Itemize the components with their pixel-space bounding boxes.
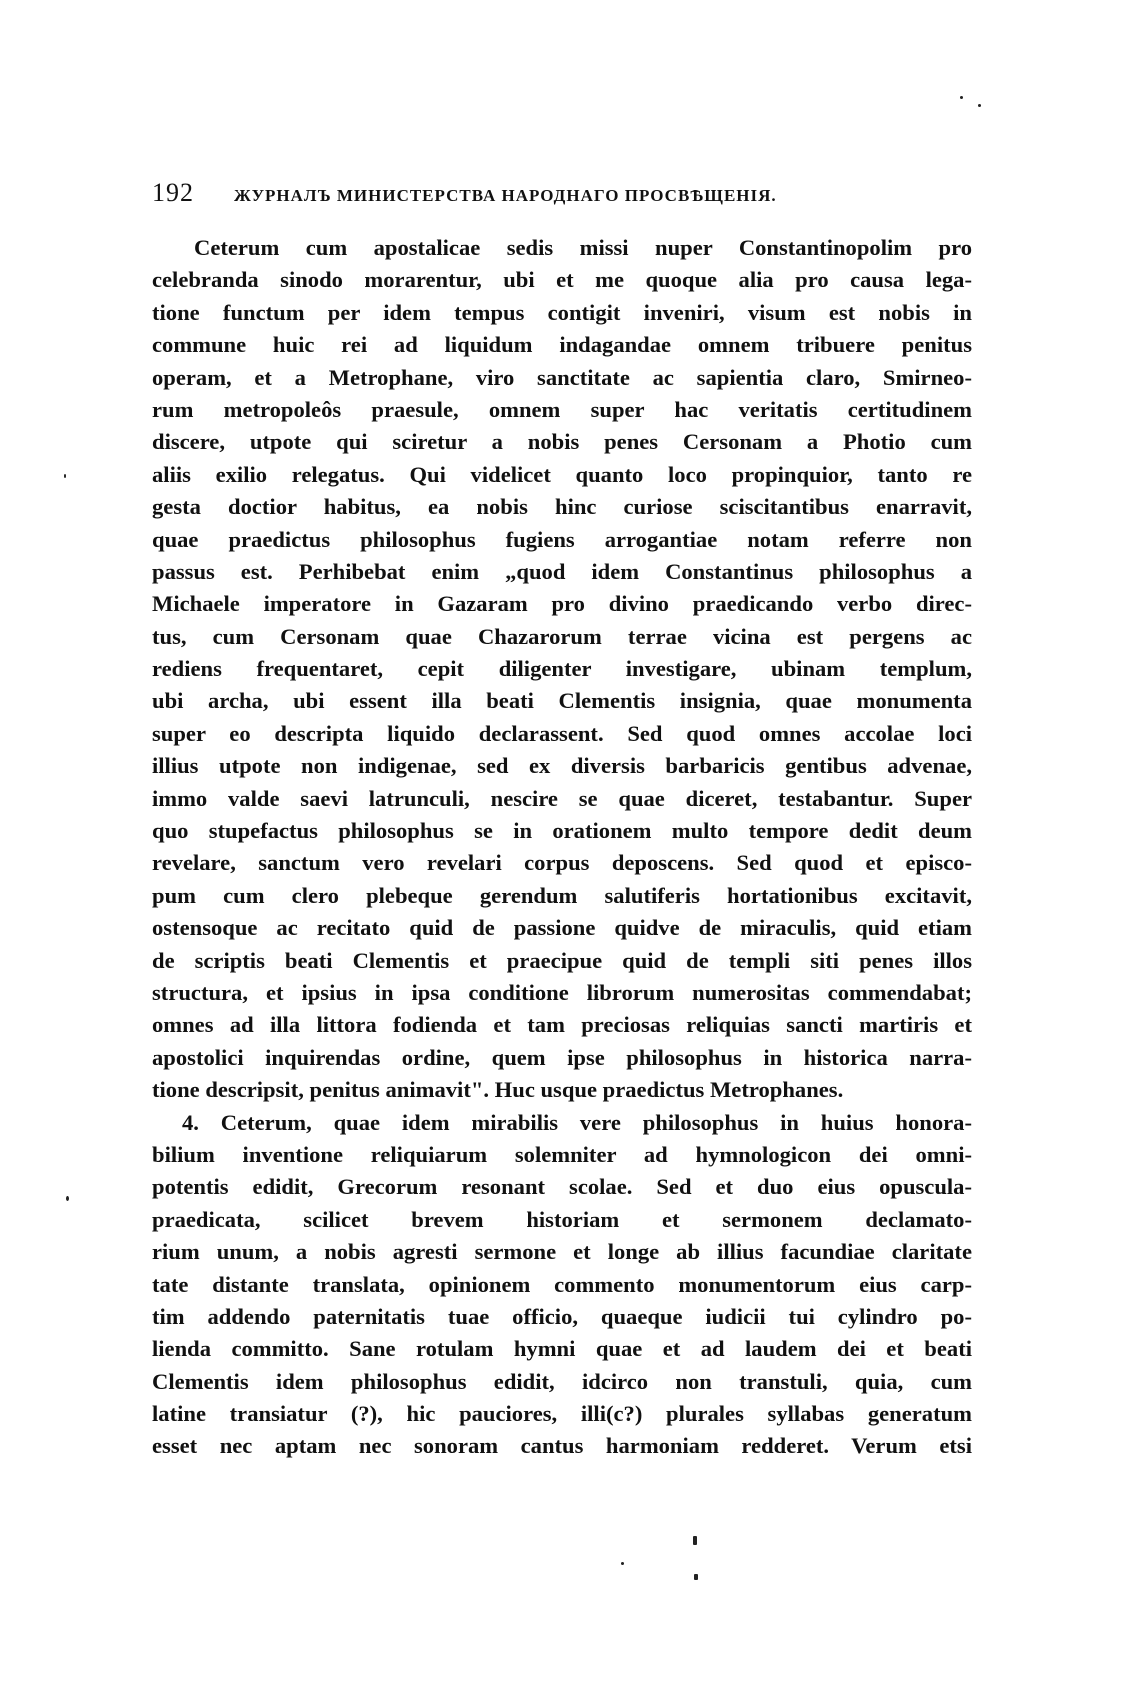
text-line: gesta doctior habitus, ea nobis hinc curiose sciscitantibus enarravit, <box>152 494 972 520</box>
text-line: tus, cum Cersonam quae Chazarorum terrae vicina est pergens ac <box>152 623 972 649</box>
text-line: Michaele imperatore in Gazaram pro divino praedicando verbo direc- <box>152 591 972 617</box>
text-line: aliis exilio relegatus. Qui videlicet quanto loco propinquior, tanto re <box>152 461 972 487</box>
text-line: de scriptis beati Clementis et praecipue quid de templi siti penes illos <box>152 947 972 973</box>
scan-speck <box>978 104 981 107</box>
text-line: structura, et ipsius in ipsa conditione librorum numerositas commendabat; <box>152 979 972 1005</box>
text-line: praedicata, scilicet brevem historiam et sermonem declamato- <box>152 1206 972 1232</box>
text-line: esset nec aptam nec sonoram cantus harmoniam redderet. Verum etsi <box>152 1433 972 1459</box>
text-line: super eo descripta liquido declarassent. Sed quod omnes accolae loci <box>152 720 972 746</box>
text-line: passus est. Perhibebat enim „quod idem Constantinus philosophus a <box>152 558 972 584</box>
page-number: 192 <box>152 178 194 207</box>
text-line: Ceterum cum apostalicae sedis missi nuper Constantinopolim pro <box>194 235 972 260</box>
text-line: latine transiatur (?), hic pauciores, illi(c?) plurales syllabas generatum <box>152 1401 972 1427</box>
text-line: illius utpote non indigenae, sed ex diversis barbaricis gentibus advenae, <box>152 753 972 779</box>
text-line: tione functum per idem tempus contigit inveniri, visum est nobis in <box>152 299 972 325</box>
text-line: immo valde saevi latrunculi, nescire se quae diceret, testabantur. Super <box>152 785 972 811</box>
text-line: Clementis idem philosophus edidit, idcirco non transtuli, quia, cum <box>152 1368 972 1394</box>
text-line: operam, et a Metrophane, viro sanctitate ac sapientia claro, Smirneo- <box>152 364 972 390</box>
text-line: bilium inventione reliquiarum solemniter ad hymnologicon dei omni- <box>152 1141 972 1167</box>
text-line: pum cum clero plebeque gerendum salutiferis hortationibus excitavit, <box>152 882 972 908</box>
text-line: apostolici inquirendas ordine, quem ipse philosophus in historica narra- <box>152 1044 972 1070</box>
scan-speck <box>64 474 66 478</box>
text-line: ubi archa, ubi essent illa beati Clementis insignia, quae monumenta <box>152 688 972 714</box>
text-line: ostensoque ac recitato quid de passione quidve de miraculis, quid etiam <box>152 915 972 941</box>
text-line: quae praedictus philosophus fugiens arrogantiae notam referre non <box>152 526 972 552</box>
text-line: rium unum, a nobis agresti sermone et longe ab illius facundiae claritate <box>152 1239 972 1265</box>
text-line: discere, utpote qui sciretur a nobis penes Cersonam a Photio cum <box>152 429 972 455</box>
text-line: rediens frequentaret, cepit diligenter investigare, ubinam templum, <box>152 656 972 682</box>
text-line: potentis edidit, Grecorum resonant scolae. Sed et duo eius opuscula- <box>152 1174 972 1200</box>
text-line: 4. Ceterum, quae idem mirabilis vere philosophus in huius honora- <box>182 1109 972 1135</box>
text-line: lienda committo. Sane rotulam hymni quae et ad laudem dei et beati <box>152 1336 972 1362</box>
page-header <box>152 178 972 208</box>
text-line: celebranda sinodo morarentur, ubi et me quoque alia pro causa lega- <box>152 267 972 293</box>
scan-speck <box>66 1196 69 1201</box>
scan-speck <box>694 1574 698 1580</box>
body-text <box>152 232 972 1463</box>
text-line: revelare, sanctum vero revelari corpus deposcens. Sed quod et episco- <box>152 850 972 876</box>
text-line: tim addendo paternitatis tuae officio, quaeque iudicii tui cylindro po- <box>152 1303 972 1329</box>
text-line: rum metropoleôs praesule, omnem super hac veritatis certitudinem <box>152 396 972 422</box>
text-line: omnes ad illa littora fodienda et tam preciosas reliquias sancti martiris et <box>152 1012 972 1038</box>
text-line: tate distante translata, opinionem commento monumentorum eius carp- <box>152 1271 972 1297</box>
scan-speck <box>693 1536 697 1545</box>
text-line: commune huic rei ad liquidum indagandae omnem tribuere penitus <box>152 332 972 358</box>
scan-speck <box>960 96 963 99</box>
text-line: quo stupefactus philosophus se in orationem multo tempore dedit deum <box>152 818 972 844</box>
text-line: tione descripsit, penitus animavit". Huc usque praedictus Metrophanes. <box>152 1077 844 1103</box>
running-head: ЖУРНАЛЪ МИНИСТЕРСТВА НАРОДНАГО ПРОСВѢЩЕНІЯ. <box>234 186 777 205</box>
scan-speck <box>621 1562 624 1565</box>
